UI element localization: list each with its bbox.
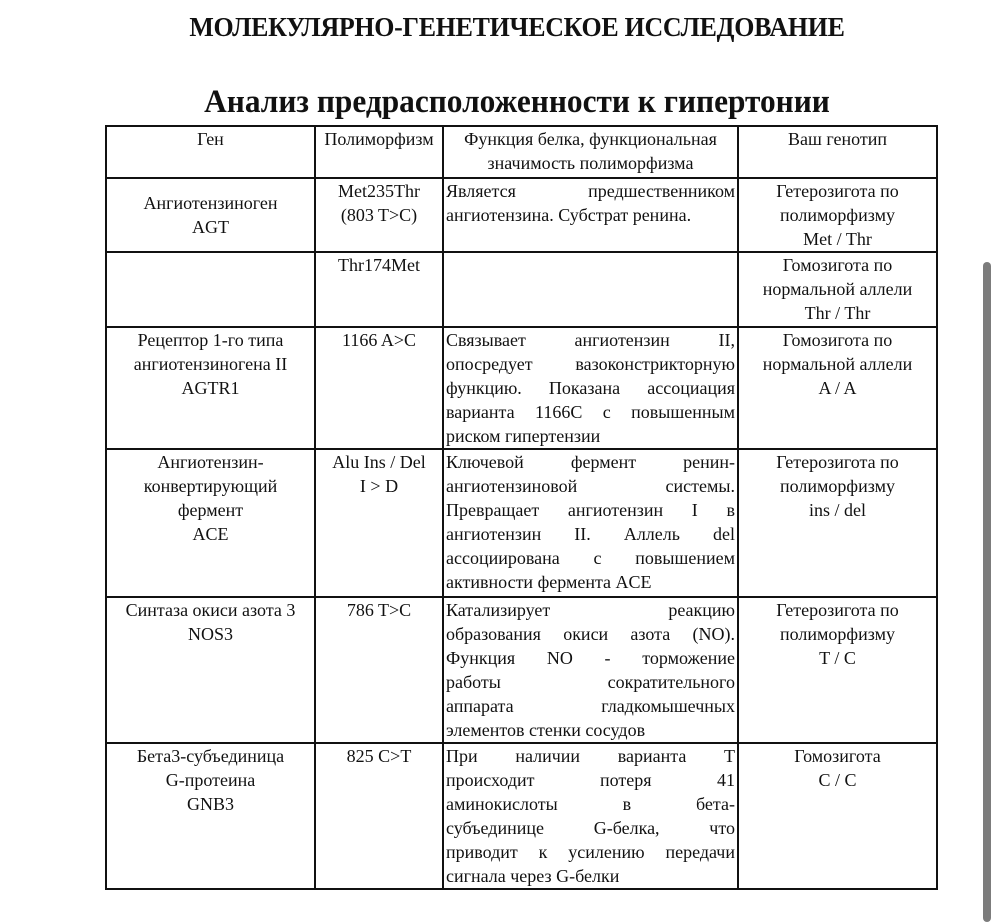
cell-gene: [106, 743, 315, 889]
gene-line: AGT: [192, 217, 229, 237]
gene-line: Рецептор 1-го типа: [137, 330, 284, 350]
function-line: приводит к усилению передачи: [446, 842, 735, 862]
cell-polymorphism: [315, 252, 443, 327]
genotype-line: A / A: [818, 378, 857, 398]
function-line: работы сократительного: [446, 672, 735, 692]
genotype-line: Гетерозигота по: [776, 600, 899, 620]
polymorphism-line: 825 C>T: [346, 746, 412, 766]
genotype-line: Гомозигота по: [782, 255, 893, 275]
cell-function: [443, 743, 738, 889]
header-genotype: Ваш генотип: [738, 126, 937, 178]
function-line: активности фермента ACE: [446, 572, 652, 592]
function-line: При наличии варианта T: [446, 746, 735, 766]
header-gene: Ген: [106, 126, 315, 178]
header-function: [443, 126, 738, 178]
cell-gene: [106, 178, 315, 252]
polymorphism-line: 1166 A>C: [342, 330, 416, 350]
genotype-line: полиморфизму: [780, 624, 895, 644]
cell-function: [443, 252, 738, 327]
cell-polymorphism: [315, 743, 443, 889]
genotype-line: Met / Thr: [803, 229, 872, 249]
genotype-line: T / C: [819, 648, 856, 668]
function-line: Является предшественником: [446, 181, 735, 201]
gene-line: Ангиотензиноген: [143, 193, 278, 213]
table-row-gnb3: [106, 743, 937, 889]
function-line: Превращает ангиотензин I в: [446, 500, 735, 520]
table-row-nos3: [106, 597, 937, 743]
function-line: функцию. Показана ассоциация: [446, 378, 735, 398]
genotype-line: полиморфизму: [780, 205, 895, 225]
header-function-line1: Функция белка, функциональная: [464, 129, 717, 149]
polymorphism-line: Met235Thr: [338, 181, 420, 201]
function-line: субъединице G-белка, что: [446, 818, 735, 838]
function-line: образования окиси азота (NO).: [446, 624, 735, 644]
genotype-table: [105, 125, 938, 890]
vertical-scrollbar[interactable]: [983, 262, 991, 922]
cell-function: [443, 178, 738, 252]
table-row-agt: [106, 178, 937, 252]
gene-line: GNB3: [186, 794, 234, 814]
cell-genotype: [738, 327, 937, 449]
gene-line: Бета3-субъединица: [136, 746, 285, 766]
function-line: Связывает ангиотензин II,: [446, 330, 735, 350]
genotype-line: ins / del: [809, 500, 866, 520]
cell-genotype: [738, 743, 937, 889]
table-header-row: [106, 126, 937, 178]
cell-function: [443, 597, 738, 743]
table-row-agt-thr174met: [106, 252, 937, 327]
gene-line: фермент: [177, 500, 244, 520]
cell-gene: [106, 252, 315, 327]
function-line: варианта 1166С с повышенным: [446, 402, 735, 422]
gene-line: конвертирующий: [143, 476, 278, 496]
genotype-line: Гомозигота: [794, 746, 881, 766]
polymorphism-line: Thr174Met: [338, 255, 420, 275]
function-line: Ключевой фермент ренин-: [446, 452, 735, 472]
cell-gene: [106, 449, 315, 597]
function-line: ангиотензин II. Аллель del: [446, 524, 735, 544]
genotype-line: полиморфизму: [780, 476, 895, 496]
document-title: МОЛЕКУЛЯРНО-ГЕНЕТИЧЕСКОЕ ИССЛЕДОВАНИЕ: [189, 12, 845, 42]
cell-gene: [106, 597, 315, 743]
polymorphism-line: 786 T>C: [346, 600, 412, 620]
function-line: элементов стенки сосудов: [446, 720, 646, 740]
function-line: ангиотензина. Субстрат ренина.: [446, 205, 692, 225]
polymorphism-line: (803 T>C): [340, 205, 418, 225]
function-line: происходит потеря 41: [446, 770, 735, 790]
gene-line: ангиотензиногена II: [133, 354, 288, 374]
cell-genotype: [738, 597, 937, 743]
function-line: Функция NO - торможение: [446, 648, 735, 668]
cell-function: [443, 327, 738, 449]
gene-line: ACE: [192, 524, 229, 544]
polymorphism-line: Alu Ins / Del: [332, 452, 426, 472]
genotype-line: Гомозигота по: [782, 330, 893, 350]
table-row-ace: [106, 449, 937, 597]
cell-genotype: [738, 449, 937, 597]
cell-function: [443, 449, 738, 597]
gene-line: AGTR1: [181, 378, 240, 398]
cell-polymorphism: [315, 449, 443, 597]
cell-polymorphism: [315, 597, 443, 743]
cell-gene: [106, 327, 315, 449]
cell-genotype: [738, 178, 937, 252]
genotype-line: Thr / Thr: [804, 303, 871, 323]
genotype-line: Гетерозигота по: [776, 181, 899, 201]
gene-line: Ангиотензин-: [157, 452, 264, 472]
polymorphism-line: I > D: [359, 476, 399, 496]
header-function-line2: значимость полиморфизма: [487, 153, 694, 173]
document-subtitle: Анализ предрасположенности к гипертонии: [204, 84, 830, 120]
cell-polymorphism: [315, 327, 443, 449]
genotype-line: C / C: [818, 770, 857, 790]
function-line: опосредует вазоконстрикторную: [446, 354, 735, 374]
cell-genotype: [738, 252, 937, 327]
function-line: ангиотензиновой системы.: [446, 476, 735, 496]
gene-line: NOS3: [187, 624, 233, 644]
genotype-line: нормальной аллели: [762, 354, 913, 374]
function-line: аминокислоты в бета-: [446, 794, 735, 814]
table-row-agtr1: [106, 327, 937, 449]
genotype-line: нормальной аллели: [762, 279, 913, 299]
function-line: Катализирует реакцию: [446, 600, 735, 620]
function-line: аппарата гладкомышечных: [446, 696, 735, 716]
cell-polymorphism: [315, 178, 443, 252]
function-line: сигнала через G-белки: [446, 866, 620, 886]
function-line: риском гипертензии: [446, 426, 601, 446]
header-polymorphism: Полиморфизм: [315, 126, 443, 178]
genotype-line: Гетерозигота по: [776, 452, 899, 472]
gene-line: G-протеина: [165, 770, 256, 790]
gene-line: Синтаза окиси азота 3: [125, 600, 296, 620]
function-line: ассоциирована с повышением: [446, 548, 735, 568]
